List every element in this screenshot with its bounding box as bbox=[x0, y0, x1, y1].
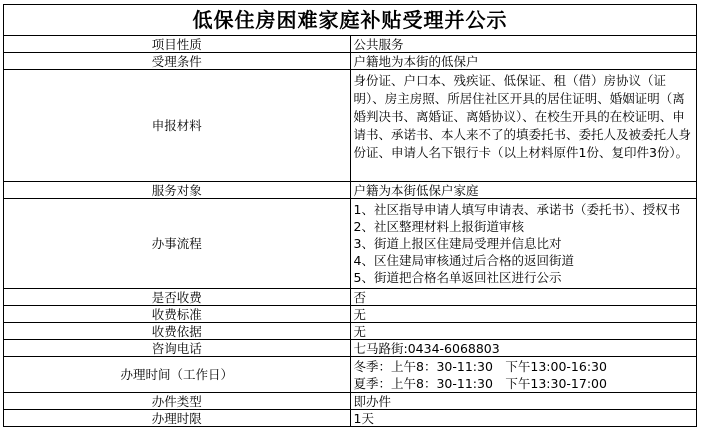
value-fee: 否 bbox=[350, 289, 697, 306]
value-conditions: 户籍地为本街的低保户 bbox=[350, 53, 697, 70]
value-nature: 公共服务 bbox=[350, 36, 697, 53]
process-step: 1、社区指导申请人填写申请表、承诺书（委托书）、授权书 bbox=[353, 202, 681, 217]
row-fee-basis bbox=[4, 323, 697, 340]
row-target bbox=[4, 182, 697, 199]
notice-table bbox=[3, 4, 697, 427]
label-materials: 申报材料 bbox=[4, 70, 351, 182]
value-limit: 1天 bbox=[350, 410, 697, 427]
row-hours bbox=[4, 357, 697, 393]
label-target: 服务对象 bbox=[4, 182, 351, 199]
row-fee-standard bbox=[4, 306, 697, 323]
hours-winter: 冬季：上午8：30-11:30 下午13:00-16:30 bbox=[353, 358, 607, 374]
row-nature bbox=[4, 36, 697, 53]
value-type: 即办件 bbox=[350, 393, 697, 410]
title-row bbox=[4, 5, 697, 36]
hours-summer: 夏季：上午8：30-11:30 下午13:30-17:00 bbox=[353, 375, 607, 391]
row-process bbox=[4, 199, 697, 289]
label-fee: 是否收费 bbox=[4, 289, 351, 306]
label-conditions: 受理条件 bbox=[4, 53, 351, 70]
label-type: 办件类型 bbox=[4, 393, 351, 410]
notice-sheet bbox=[3, 4, 697, 427]
process-step: 2、社区整理材料上报街道审核 bbox=[353, 219, 524, 234]
sheet-title: 低保住房困难家庭补贴受理并公示 bbox=[4, 5, 697, 36]
row-type bbox=[4, 393, 697, 410]
value-fee-basis: 无 bbox=[350, 323, 697, 340]
process-step: 4、区住建局审核通过后合格的返回街道 bbox=[353, 253, 574, 268]
value-target: 户籍为本街低保户家庭 bbox=[350, 182, 697, 199]
process-step: 5、街道把合格名单返回社区进行公示 bbox=[353, 270, 562, 285]
row-conditions bbox=[4, 53, 697, 70]
value-hours bbox=[350, 357, 697, 393]
label-phone: 咨询电话 bbox=[4, 340, 351, 357]
value-process bbox=[350, 199, 697, 289]
row-phone bbox=[4, 340, 697, 357]
row-limit bbox=[4, 410, 697, 427]
row-materials bbox=[4, 70, 697, 182]
label-hours: 办理时间（工作日） bbox=[4, 357, 351, 393]
row-fee bbox=[4, 289, 697, 306]
label-fee-standard: 收费标准 bbox=[4, 306, 351, 323]
label-nature: 项目性质 bbox=[4, 36, 351, 53]
materials-text: 身份证、户口本、残疾证、低保证、租（借）房协议（证明）、房主房照、所居住社区开具的居住证明、婚姻证明（离婚判决书、离婚证、离婚协议）、在校生开具的在校证明、申请书、承诺书、本人来不了的填委托书、委托人及被委托人身份证、申请人名下银行卡（以上材料原件1份、复印件3份）。 bbox=[353, 73, 692, 160]
value-phone: 七马路街:0434-6068803 bbox=[350, 340, 697, 357]
value-materials bbox=[350, 70, 697, 182]
label-limit: 办理时限 bbox=[4, 410, 351, 427]
process-step: 3、街道上报区住建局受理并信息比对 bbox=[353, 236, 562, 251]
label-process: 办事流程 bbox=[4, 199, 351, 289]
value-fee-standard: 无 bbox=[350, 306, 697, 323]
label-fee-basis: 收费依据 bbox=[4, 323, 351, 340]
